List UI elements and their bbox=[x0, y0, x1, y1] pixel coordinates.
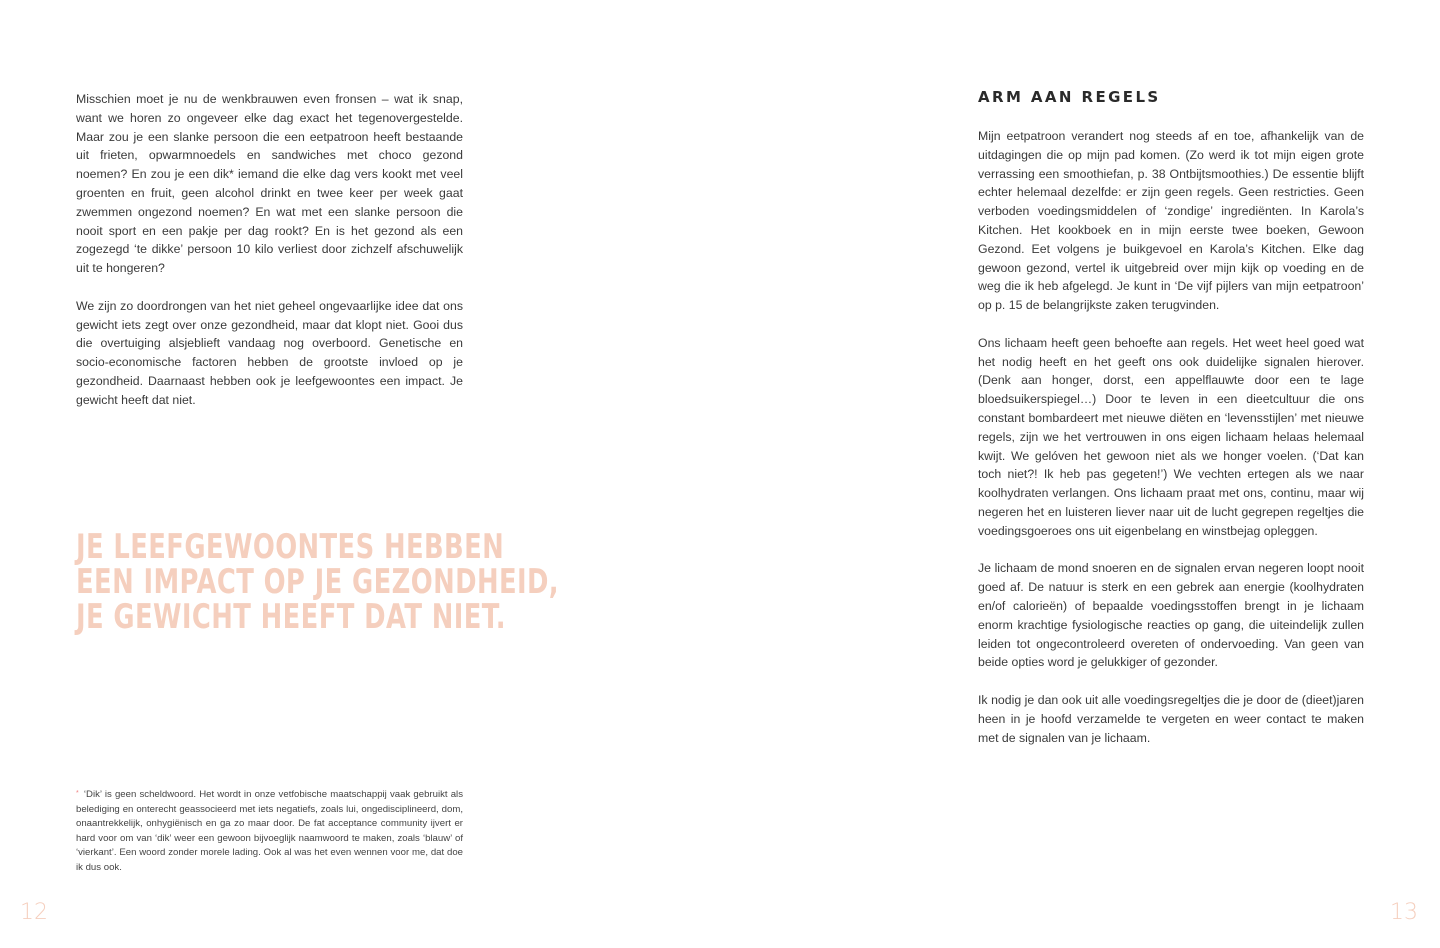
left-paragraph-1: Misschien moet je nu de wenkbrauwen even fronsen – wat ik snap, want we horen zo ongeveer elke dag exact het tegenovergestelde. Maar zou je een slanke persoon die een eetpatroon heeft bestaande uit frieten, opwarmnoedels en sandwiches met choco gezond noemen? En zou je een dik* iemand die elke dag vers kookt met veel groenten en fruit, geen alcohol drinkt en twee keer per week gaat zwemmen ongezond noemen? En wat met een slanke persoon die nooit sport en een pakje per dag rookt? En is het gezond als een zogezegd ‘te dikke’ persoon 10 kilo verliest door zichzelf afschuwelijk uit te hongeren? bbox=[76, 92, 463, 276]
left-paragraph-2: We zijn zo doordrongen van het niet geheel ongevaarlijke idee dat ons gewicht iets zegt over onze gezondheid, maar dat klopt niet. Gooi dus die overtuiging alsjeblieft vandaag nog overboord. Genetische en socio-economische factoren hebben de grootste invloed op je gezondheid. Daarnaast hebben ook je leefgewoontes een impact. Je gewicht heeft dat niet. bbox=[76, 298, 463, 407]
page-number-right: 13 bbox=[1390, 900, 1418, 925]
pull-quote bbox=[76, 527, 560, 637]
pull-quote-line-3: JE GEWICHT HEEFT DAT NIET. bbox=[76, 597, 507, 637]
footnote-marker: * bbox=[76, 790, 79, 797]
right-paragraph-3: Je lichaam de mond snoeren en de signalen ervan negeren loopt nooit goed af. De natuur is sterk en een gebrek aan energie (koolhydraten en/of calorieën) of bepaalde voedingsstoffen brengt in je lichaam enorm krachtige fysiologische reacties op gang, die uiteindelijk zullen leiden tot ongecontroleerd overeten of ondervoeding. Van geen van beide opties word je gelukkiger of gezonder. bbox=[978, 561, 1364, 670]
page-number-left: 12 bbox=[20, 900, 48, 925]
right-body-text bbox=[978, 127, 1364, 766]
left-body-text bbox=[76, 90, 463, 428]
footnote-text: ‘Dik’ is geen scheldwoord. Het wordt in onze vetfobische maatschappij vaak gebruikt als belediging en onterecht geassocieerd met iets negatiefs, zoals lui, ongedisciplineerd, dom, onaantrekkelijk, onhygiënisch en ga zo maar door. De fat acceptance community ijvert er hard voor om van ‘dik’ weer een gewoon bijvoeglijk naamwoord te maken, zoals ‘blauw’ of ‘vierkant’. Een woord zonder morele lading. Ook al was het even wennen voor me, dat doe ik dus ook. bbox=[76, 789, 463, 873]
right-paragraph-2: Ons lichaam heeft geen behoefte aan regels. Het weet heel goed wat het nodig heeft en het geeft ons ook duidelijke signalen hierover. (Denk aan honger, dorst, een appelflauwte door een te lage bloedsuikerspiegel…) Door te leven in een dieetcultuur die ons constant bombardeert met nieuwe diëten en ‘levensstijlen’ met nieuwe regels, zijn we het vertrouwen in ons eigen lichaam helaas helemaal kwijt. We gelóven het gewoon niet als we honger voelen. (‘Dat kan toch niet?! Ik heb pas gegeten!’) We vechten ertegen als we naar koolhydraten verlangen. Ons lichaam praat met ons, continu, maar wij negeren het en luisteren liever naar uit de lucht gegrepen regeltjes die voedingsgoeroes ons uit eigenbelang en winstbejag opleggen. bbox=[978, 335, 1364, 538]
right-paragraph-1: Mijn eetpatroon verandert nog steeds af en toe, afhankelijk van de uitdagingen die op mijn pad komen. (Zo werd ik tot mijn eigen grote verrassing een smoothiefan, p. 38 Ontbijtsmoothies.) De essentie blijft echter helemaal dezelfde: er zijn geen regels. Geen restricties. Geen verboden voedingsmiddelen of ‘zondige’ ingrediënten. In Karola’s Kitchen. Het kookboek en in mijn eerste twee boeken, Gewoon Gezond. Eet volgens je buikgevoel en Karola’s Kitchen. Elke dag gewoon gezond, vertel ik uitgebreid over mijn kijk op voeding en de weg die ik heb afgelegd. Je kunt in ‘De vijf pijlers van mijn eetpatroon’ op p. 15 de belangrijkste zaken terugvinden. bbox=[978, 129, 1364, 313]
section-heading: ARM AAN REGELS bbox=[978, 88, 1161, 106]
pull-quote-line-1: JE LEEFGEWOONTES HEBBEN bbox=[76, 527, 505, 567]
right-paragraph-4: Ik nodig je dan ook uit alle voedingsregeltjes die je door de (dieet)jaren heen in je hoofd verzamelde te vergeten en weer contact te maken met de signalen van je lichaam. bbox=[978, 692, 1364, 745]
footnote bbox=[76, 787, 463, 875]
pull-quote-line-2: EEN IMPACT OP JE GEZONDHEID, bbox=[76, 562, 560, 602]
